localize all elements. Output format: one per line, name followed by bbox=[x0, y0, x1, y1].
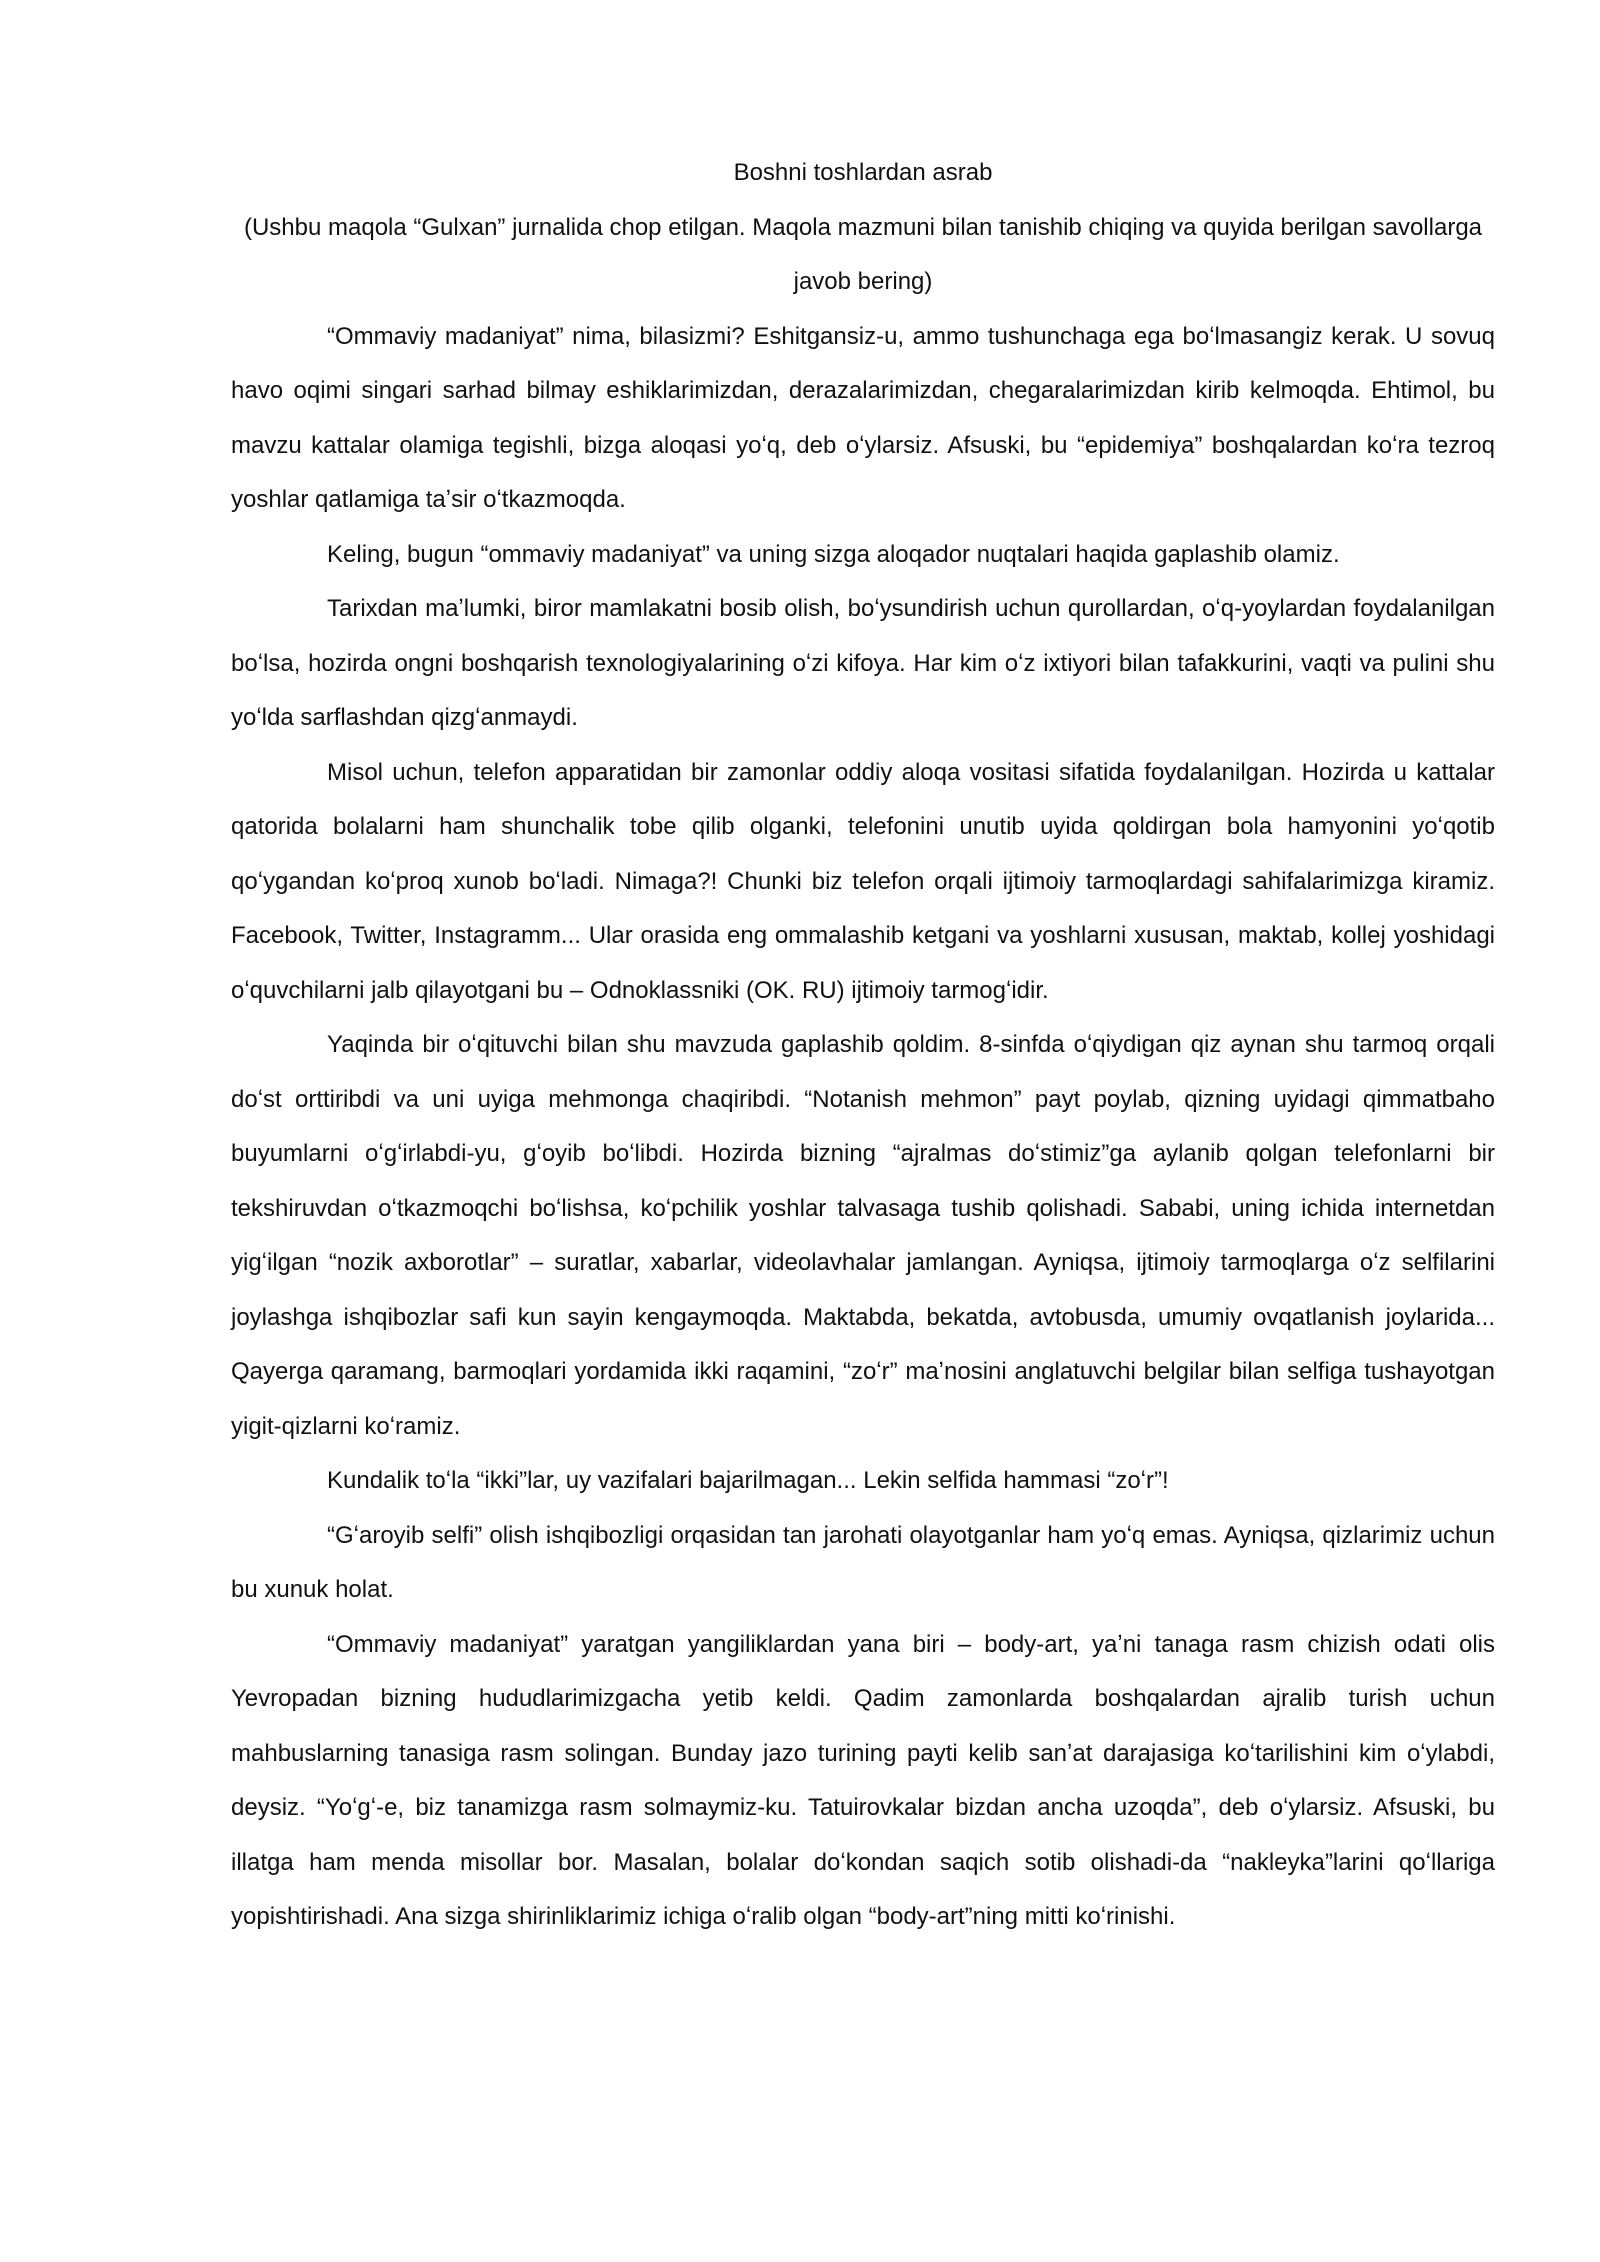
paragraph-8: “Ommaviy madaniyat” yaratgan yangiliklardan yana biri – body-art, yaʼni tanaga rasm chizish odati olis Yevropadan bizning hududlarimizgacha yetib keldi. Qadim zamonlarda boshqalardan ajralib turish uchun mahbuslarning tanasiga rasm solingan. Bunday jazo turining payti kelib sanʼat darajasiga koʻtarilishini kim oʻylabdi, deysiz. “Yoʻgʻ-e, biz tanamizga rasm solmaymiz-ku. Tatuirovkalar bizdan ancha uzoqda”, deb oʻylarsiz. Afsuski, bu illatga ham menda misollar bor. Masalan, bolalar doʻkondan saqich sotib olishadi-da “nakleyka”larini qoʻllariga yopishtirishadi. Ana sizga shirinliklarimiz ichiga oʻralib olgan “body-art”ning mitti koʻrinishi. bbox=[231, 1630, 1495, 1930]
paragraph-5: Yaqinda bir oʻqituvchi bilan shu mavzuda gaplashib qoldim. 8-sinfda oʻqiydigan qiz aynan shu tarmoq orqali doʻst orttiribdi va uni uyiga mehmonga chaqiribdi. “Notanish mehmon” payt poylab, qizning uyidagi qimmatbaho buyumlarni oʻgʻirlabdi-yu, gʻoyib boʻlibdi. Hozirda bizning “ajralmas doʻstimiz”ga aylanib qolgan telefonlarni bir tekshiruvdan oʻtkazmoqchi boʻlishsa, koʻpchilik yoshlar talvasaga tushib qolishadi. Sababi, uning ichida internetdan yigʻilgan “nozik axborotlar” – suratlar, xabarlar, videolavhalar jamlangan. Ayniqsa, ijtimoiy tarmoqlarga oʻz selfilarini joylashga ishqibozlar safi kun sayin kengaymoqda. Maktabda, bekatda, avtobusda, umumiy ovqatlanish joylarida... Qayerga qaramang, barmoqlari yordamida ikki raqamini, “zoʻr” maʼnosini anglatuvchi belgilar bilan selfiga tushayotgan yigit-qizlarni koʻramiz. bbox=[231, 1031, 1495, 1440]
article-body bbox=[231, 146, 1495, 1945]
paragraph-1: “Ommaviy madaniyat” nima, bilasizmi? Eshitgansiz-u, ammo tushunchaga ega boʻlmasangiz kerak. U sovuq havo oqimi singari sarhad bilmay eshiklarimizdan, derazalarimizdan, chegaralarimizdan kirib kelmoqda. Ehtimol, bu mavzu kattalar olamiga tegishli, bizga aloqasi yoʻq, deb oʻylarsiz. Afsuski, bu “epidemiya” boshqalardan koʻra tezroq yoshlar qatlamiga taʼsir oʻtkazmoqda. bbox=[231, 322, 1495, 513]
paragraph-2: Keling, bugun “ommaviy madaniyat” va uning sizga aloqador nuqtalari haqida gaplashib olamiz. bbox=[327, 540, 1340, 568]
article-title: Boshni toshlardan asrab bbox=[733, 159, 993, 186]
article-subtitle: (Ushbu maqola “Gulxan” jurnalida chop etilgan. Maqola mazmuni bilan tanishib chiqing va quyida berilgan savollarga javob bering) bbox=[243, 213, 1483, 295]
paragraph-4: Misol uchun, telefon apparatidan bir zamonlar oddiy aloqa vositasi sifatida foydalanilgan. Hozirda u kattalar qatorida bolalarni ham shunchalik tobe qilib olganki, telefonini unutib uyida qoldirgan bola hamyonini yoʻqotib qoʻygandan koʻproq xunob boʻladi. Nimaga?! Chunki biz telefon orqali ijtimoiy tarmoqlardagi sahifalarimizga kiramiz. Facebook, Twitter, Instagramm... Ular orasida eng ommalashib ketgani va yoshlarni xususan, maktab, kollej yoshidagi oʻquvchilarni jalb qilayotgani bu – Odnoklassniki (OK. RU) ijtimoiy tarmogʻidir. bbox=[231, 758, 1495, 1004]
paragraph-7: “Gʻaroyib selfi” olish ishqibozligi orqasidan tan jarohati olayotganlar ham yoʻq emas. Ayniqsa, qizlarimiz uchun bu xunuk holat. bbox=[231, 1521, 1495, 1603]
paragraph-6: Kundalik toʻla “ikki”lar, uy vazifalari bajarilmagan... Lekin selfida hammasi “zoʻr”! bbox=[327, 1467, 1169, 1494]
paragraph-3: Tarixdan maʼlumki, biror mamlakatni bosib olish, boʻysundirish uchun qurollardan, oʻq-yoylardan foydalanilgan boʻlsa, hozirda ongni boshqarish texnologiyalarining oʻzi kifoya. Har kim oʻz ixtiyori bilan tafakkurini, vaqti va pulini shu yoʻlda sarflashdan qizgʻanmaydi. bbox=[231, 595, 1495, 731]
